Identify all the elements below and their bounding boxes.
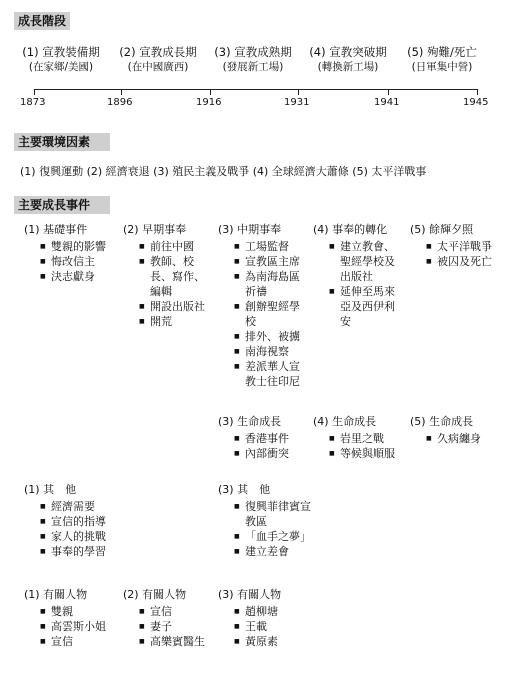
event-column-5 [410,222,504,269]
section-header-timeline: 成長階段 [14,12,70,30]
list-item: ■ 內部衝突 [234,446,310,461]
people-column-2 [123,587,223,649]
list-item: ■ 建立教會、聖經學校及出版社 [329,239,405,284]
event-column-title: (3) 中期事奉 [218,223,282,236]
list-item: ■ 創辦聖經學校 [234,299,310,329]
section-header-factors: 主要環境因素 [14,133,110,151]
list-item: ■ 教師、校長、寫作、編輯 [139,254,215,299]
event-column-title: (4) 生命成長 [313,415,377,428]
list-item: ■ 悔改信主 [40,254,116,269]
event-column-title: (3) 生命成長 [218,415,282,428]
event-column-title: (5) 生命成長 [410,415,474,428]
timeline-year: 1931 [284,97,310,108]
life-growth-column-5 [410,414,504,446]
list-item: ■ 前往中國 [139,239,215,254]
list-item: ■ 南海視察 [234,344,310,359]
period-3 [208,45,298,75]
list-item: ■ 開設出版社 [139,299,215,314]
timeline-axis [34,89,478,90]
list-item: ■ 高樂賓醫生 [139,634,223,649]
event-column-title: (1) 有關人物 [24,588,88,601]
list-item: ■ 家人的挑戰 [40,529,134,544]
list-item: ■ 「血手之夢」 [234,529,318,544]
list-item: ■ 香港事件 [234,431,310,446]
list-item: ■ 妻子 [139,619,223,634]
period-sublabel: (在家鄉/美國) [28,61,94,73]
list-item: ■ 為南海島區祈禱 [234,269,310,299]
list-item: ■ 開荒 [139,314,215,329]
period-label: (2) 宣教成長期 [119,45,197,59]
event-column-title: (2) 早期事奉 [123,223,187,236]
list-item: ■ 雙親 [40,604,124,619]
event-column-1 [24,222,116,284]
list-item: ■ 太平洋戰爭 [426,239,504,254]
event-column-title: (3) 其 他 [218,483,271,496]
section-header-events: 主要成長事件 [14,196,110,214]
life-growth-column-4 [313,414,405,461]
list-item: ■ 久病纏身 [426,431,504,446]
timeline-tick [121,89,122,95]
list-item: ■ 工場監督 [234,239,310,254]
period-sublabel: (發展新工場) [222,61,284,73]
period-sublabel: (日軍集中營) [411,61,473,73]
list-item: ■ 等候與順服 [329,446,405,461]
list-item: ■ 宣信 [139,604,223,619]
period-label: (1) 宣教裝備期 [22,45,100,59]
event-column-4 [313,222,405,329]
list-item: ■ 高雲斯小姐 [40,619,124,634]
list-item: ■ 延伸至馬來亞及西伊利安 [329,284,405,329]
list-item: ■ 黃原素 [234,634,318,649]
list-item: ■ 經濟需要 [40,499,134,514]
timeline-tick [388,89,389,95]
timeline-tick [477,89,478,95]
period-5 [397,45,487,75]
period-sublabel: (在中國廣西) [127,61,189,73]
list-item: ■ 宣信的指導 [40,514,134,529]
timeline-year: 1873 [20,97,46,108]
timeline-tick [298,89,299,95]
event-column-title: (4) 事奉的轉化 [313,223,388,236]
event-column-title: (1) 基礎事件 [24,223,88,236]
factors-text: (1) 復興運動 (2) 經濟衰退 (3) 殖民主義及戰爭 (4) 全球經濟大蕭條 (5) 太平洋戰事 [20,165,427,178]
list-item: ■ 決志獻身 [40,269,116,284]
list-item: ■ 宣教區主席 [234,254,310,269]
period-label: (3) 宣教成熟期 [214,45,292,59]
life-growth-column-3 [218,414,310,461]
period-sublabel: (轉換新工場) [317,61,379,73]
timeline-tick [34,89,35,95]
timeline-year: 1916 [196,97,222,108]
event-column-title: (5) 餘輝夕照 [410,223,474,236]
event-column-3 [218,222,310,389]
period-4 [303,45,393,75]
list-item: ■ 建立差會 [234,544,318,559]
event-column-title: (3) 有關人物 [218,588,282,601]
period-2 [113,45,203,75]
timeline-tick [210,89,211,95]
event-column-2 [123,222,215,329]
list-item: ■ 王載 [234,619,318,634]
timeline-year: 1941 [374,97,400,108]
period-label: (4) 宣教突破期 [309,45,387,59]
list-item: ■ 被囚及死亡 [426,254,504,269]
period-1 [16,45,106,75]
list-item: ■ 岩里之戰 [329,431,405,446]
event-column-title: (2) 有關人物 [123,588,187,601]
others-column-3 [218,482,318,559]
people-column-1 [24,587,124,649]
people-column-3 [218,587,318,649]
others-column-1 [24,482,134,559]
period-label: (5) 殉難/死亡 [407,45,477,59]
list-item: ■ 復興菲律賓宣教區 [234,499,318,529]
timeline-year: 1945 [463,97,489,108]
timeline-year: 1896 [107,97,133,108]
list-item: ■ 排外、被擄 [234,329,310,344]
event-column-title: (1) 其 他 [24,483,77,496]
list-item: ■ 雙親的影響 [40,239,116,254]
list-item: ■ 事奉的學習 [40,544,134,559]
list-item: ■ 趙柳塘 [234,604,318,619]
list-item: ■ 差派華人宣教士往印尼 [234,359,310,389]
list-item: ■ 宣信 [40,634,124,649]
